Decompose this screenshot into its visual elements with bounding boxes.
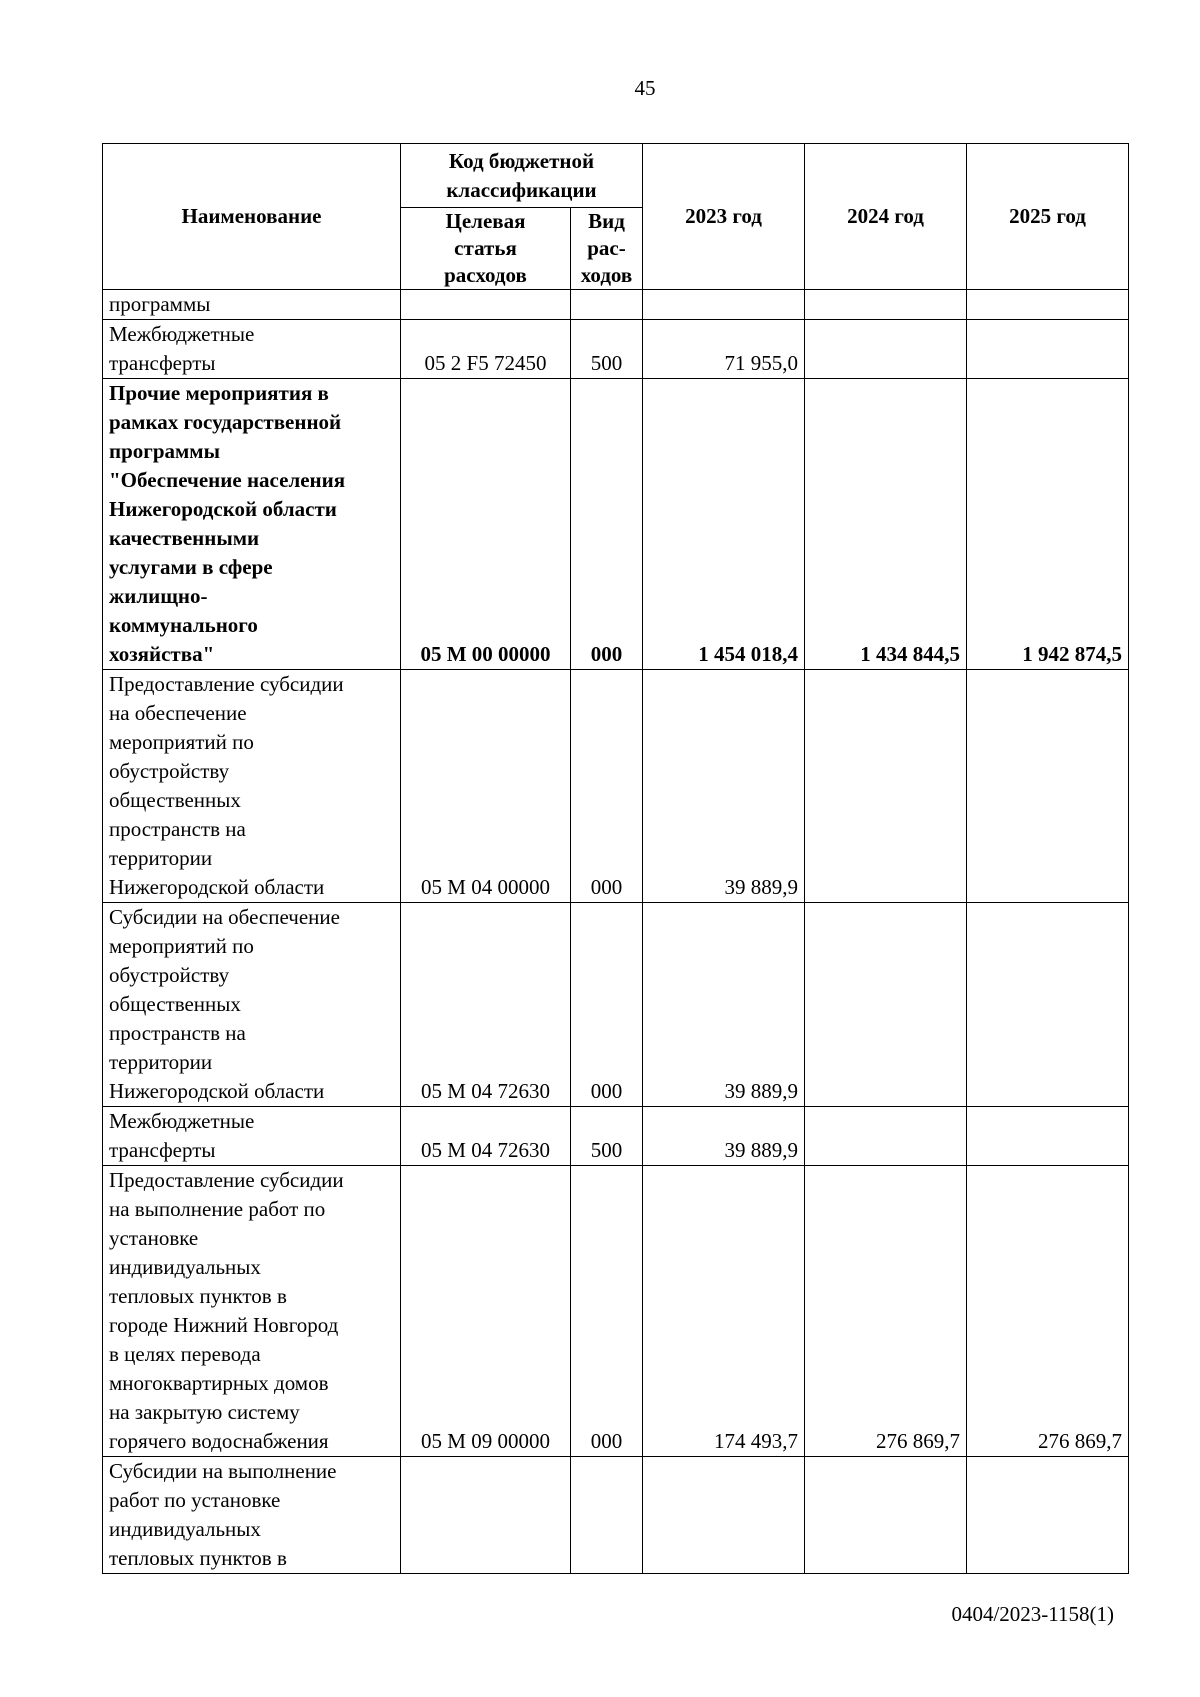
row-name: Межбюджетные трансферты <box>103 320 401 379</box>
row-target-code <box>401 290 571 320</box>
row-name: Предоставление субсидии на обеспечение мероприятий по обустройству общественных пространств на территории Нижегородской области <box>103 670 401 903</box>
table-row <box>103 320 1129 379</box>
table-row <box>103 1166 1129 1457</box>
row-value-2023 <box>643 1457 805 1574</box>
row-target-code: 05 2 F5 72450 <box>401 320 571 379</box>
header-name: Наименование <box>103 144 401 290</box>
row-value-2025 <box>967 903 1129 1107</box>
row-value-2024: 276 869,7 <box>805 1166 967 1457</box>
row-target-code: 05 М 04 00000 <box>401 670 571 903</box>
header-2024: 2024 год <box>805 144 967 290</box>
row-expense-kind <box>571 1457 643 1574</box>
row-value-2024 <box>805 903 967 1107</box>
row-target-code: 05 М 04 72630 <box>401 903 571 1107</box>
row-name: Субсидии на выполнение работ по установке индивидуальных тепловых пунктов в <box>103 1457 401 1574</box>
row-value-2024 <box>805 670 967 903</box>
row-value-2023: 39 889,9 <box>643 1107 805 1166</box>
header-target-article: Целевая статья расходов <box>401 208 571 290</box>
row-value-2025 <box>967 320 1129 379</box>
row-target-code <box>401 1457 571 1574</box>
row-value-2025: 1 942 874,5 <box>967 379 1129 670</box>
row-value-2024 <box>805 1457 967 1574</box>
budget-table <box>102 143 1129 1574</box>
row-value-2023 <box>643 290 805 320</box>
header-2023: 2023 год <box>643 144 805 290</box>
table-row <box>103 290 1129 320</box>
row-value-2025: 276 869,7 <box>967 1166 1129 1457</box>
row-value-2024: 1 434 844,5 <box>805 379 967 670</box>
row-value-2025 <box>967 290 1129 320</box>
table-row <box>103 1107 1129 1166</box>
row-name: Прочие мероприятия в рамках государственной программы "Обеспечение населения Нижегородской области качественными услугами в сфере жилищно- коммунального хозяйства" <box>103 379 401 670</box>
row-name: Межбюджетные трансферты <box>103 1107 401 1166</box>
row-name: программы <box>103 290 401 320</box>
row-value-2024 <box>805 320 967 379</box>
row-target-code: 05 М 09 00000 <box>401 1166 571 1457</box>
row-value-2023: 174 493,7 <box>643 1166 805 1457</box>
row-name: Предоставление субсидии на выполнение работ по установке индивидуальных тепловых пунктов в городе Нижний Новгород в целях перевода многоквартирных домов на закрытую систему горячего водоснабжения <box>103 1166 401 1457</box>
row-value-2025 <box>967 1107 1129 1166</box>
row-value-2023: 39 889,9 <box>643 903 805 1107</box>
row-value-2023: 71 955,0 <box>643 320 805 379</box>
row-expense-kind: 500 <box>571 1107 643 1166</box>
row-expense-kind: 500 <box>571 320 643 379</box>
table-row <box>103 903 1129 1107</box>
row-expense-kind: 000 <box>571 903 643 1107</box>
row-value-2023: 39 889,9 <box>643 670 805 903</box>
row-expense-kind: 000 <box>571 379 643 670</box>
header-code-group: Код бюджетной классификации <box>401 144 643 208</box>
row-name: Субсидии на обеспечение мероприятий по обустройству общественных пространств на территории Нижегородской области <box>103 903 401 1107</box>
row-value-2024 <box>805 290 967 320</box>
row-expense-kind: 000 <box>571 670 643 903</box>
header-expense-kind: Вид рас- ходов <box>571 208 643 290</box>
row-expense-kind <box>571 290 643 320</box>
table-row <box>103 379 1129 670</box>
document-code: 0404/2023-1158(1) <box>951 1602 1114 1626</box>
header-2025: 2025 год <box>967 144 1129 290</box>
row-value-2025 <box>967 670 1129 903</box>
page-number: 45 <box>634 76 656 100</box>
row-target-code: 05 М 04 72630 <box>401 1107 571 1166</box>
row-expense-kind: 000 <box>571 1166 643 1457</box>
table-row <box>103 1457 1129 1574</box>
row-value-2023: 1 454 018,4 <box>643 379 805 670</box>
row-target-code: 05 М 00 00000 <box>401 379 571 670</box>
table-row <box>103 670 1129 903</box>
row-value-2024 <box>805 1107 967 1166</box>
row-value-2025 <box>967 1457 1129 1574</box>
